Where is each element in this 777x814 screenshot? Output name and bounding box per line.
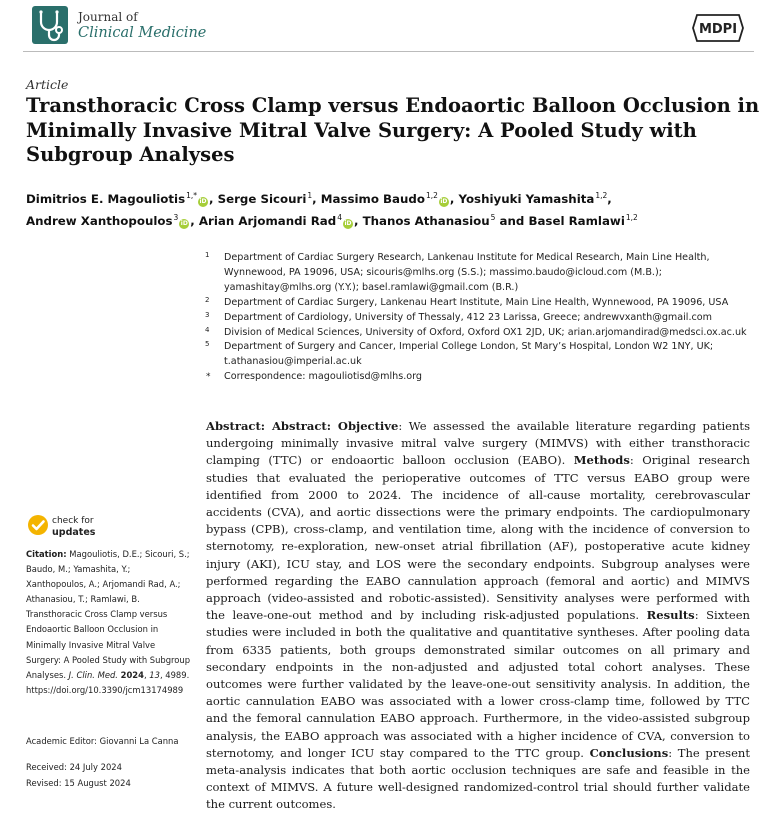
author-name: Yoshiyuki Yamashita <box>458 192 595 206</box>
abstract-heading: Conclusions <box>589 745 669 760</box>
abstract-text: : The present meta-analysis indicates that both aortic occlusion techniques are safe and feasible in the context of MIMVS. A future well-designed randomized-control trial should further validate the current outcomes. <box>206 745 750 812</box>
check-updates-line2: updates <box>52 527 96 538</box>
mdpi-logo <box>691 13 745 43</box>
author-name: Arian Arjomandi Rad <box>198 213 337 228</box>
author-separator: , <box>312 192 321 206</box>
author-affiliation-sup: 1 <box>307 191 313 200</box>
author-separator: , <box>190 213 199 228</box>
author-affiliation-sup: 1,2 <box>425 191 438 200</box>
affiliation-item <box>205 340 765 370</box>
author-name: Basel Ramlawi <box>528 213 625 228</box>
author-separator: , <box>209 192 218 206</box>
author-affiliation-sup: 1,2 <box>625 212 638 222</box>
journal-name-line2: Clinical Medicine <box>78 25 207 41</box>
author-name: Andrew Xanthopoulos <box>26 213 173 228</box>
mdpi-logo-text: MDPI <box>698 22 738 37</box>
orcid-icon[interactable]: iD <box>180 219 188 227</box>
affiliation-number: 2 <box>205 295 210 304</box>
author-separator: , <box>353 213 363 228</box>
citation-doi[interactable]: , 4989. https://doi.org/10.3390/jcm13174989 <box>26 669 190 695</box>
abstract <box>206 418 750 814</box>
citation-volume: 13 <box>149 669 160 680</box>
author-affiliation-sup: 3 <box>173 212 179 222</box>
check-for-updates-button[interactable] <box>27 514 117 540</box>
affiliation-list <box>205 251 765 385</box>
author-name: Serge Sicouri <box>217 192 307 206</box>
stethoscope-icon <box>32 6 68 44</box>
orcid-icon[interactable]: iD <box>199 198 207 205</box>
affiliation-number: 1 <box>205 251 210 259</box>
journal-name-line1: Journal of <box>78 10 138 24</box>
author-name: Massimo Baudo <box>320 192 425 206</box>
article-type: Article <box>26 77 69 92</box>
citation-label: Citation: <box>26 549 67 559</box>
affiliation-text: Department of Cardiac Surgery Research, Lankenau Institute for Medical Research, Main Line Health, Wynnewood, PA 19096, USA; sicouris@mlhs.org (S.S.); massimo.baudo@icloud.com (M.B.); yamashitay@mlhs.org (Y.Y.); basel.ramlawi@gmail.com (B.R.) <box>224 252 710 293</box>
revised-date: Revised: 15 August 2024 <box>26 778 131 788</box>
affiliation-item <box>205 311 765 326</box>
affiliation-text: Correspondence: magouliotisd@mlhs.org <box>224 371 422 383</box>
author-name: Dimitrios E. Magouliotis <box>26 192 186 206</box>
author-name: Thanos Athanasiou <box>362 213 490 228</box>
abstract-text: : We assessed the available literature regarding patients undergoing minimally invasive mitral valve surgery (MIMVS) with either transthoracic clamping (TTC) or endoaortic balloon occlusion (EABO). <box>206 419 750 468</box>
affiliation-item <box>205 326 765 341</box>
affiliation-number: 5 <box>205 340 210 349</box>
article-title: Transthoracic Cross Clamp versus Endoaortic Balloon Occlusion in Minimally Invasive Mitral Valve Surgery: A Pooled Study with Subgroup Analyses <box>26 94 760 166</box>
citation-text: Magouliotis, D.E.; Sicouri, S.; Baudo, M.; Yamashita, Y.; Xanthopoulos, A.; Arjomandi Rad, A.; Athanasiou, T.; Ramlawi, B. Transthoracic Cross Clamp versus Endoaortic Balloon Occlusion in Minimally Invasive Mitral Valve Surgery: A Pooled Study with Subgroup Analyses. <box>26 549 191 680</box>
abstract-label: Abstract: Abstract: <box>206 419 338 433</box>
abstract-heading: Methods <box>573 453 630 468</box>
author-affiliation-sup: 5 <box>490 212 496 222</box>
check-updates-line1: check for <box>52 516 94 526</box>
author-separator: , <box>607 192 612 206</box>
citation-journal: J. Clin. Med. <box>68 669 118 680</box>
check-updates-icon <box>27 514 49 536</box>
affiliation-text: Division of Medical Sciences, University of Oxford, Oxford OX1 2JD, UK; arian.arjomandirad@medsci.ox.ac.uk <box>224 326 747 338</box>
affiliation-number: * <box>206 372 211 383</box>
author-affiliation-sup: 1,* <box>186 191 198 200</box>
header-divider <box>23 51 754 52</box>
received-date: Received: 24 July 2024 <box>26 762 122 772</box>
affiliation-item <box>205 370 765 385</box>
author-separator: and <box>495 213 529 228</box>
author-affiliation-sup: 4 <box>337 212 342 222</box>
author-list <box>26 187 761 230</box>
abstract-heading: Objective <box>337 419 399 433</box>
citation-block: Citation: Magouliotis, D.E.; Sicouri, S.; Baudo, M.; Yamashita, Y.; Xanthopoulos, A.; Arjomandi Rad, A.; Athanasiou, T.; Ramlawi, B. Transthoracic Cross Clamp versus Endoaortic Balloon Occlusion in Minimally Invasive Mitral Valve Surgery: A Pooled Study with Subgroup Analyses. J. Clin. Med. 2024, 13, 4989. https://doi.org/10.3390/jcm13174989 <box>26 549 191 695</box>
affiliation-item <box>205 251 765 296</box>
affiliation-text: Department of Cardiac Surgery, Lankenau Heart Institute, Main Line Health, Wynnewood, PA 19096, USA <box>224 296 729 308</box>
orcid-icon[interactable]: iD <box>344 219 352 227</box>
affiliation-item <box>205 296 765 311</box>
citation-year: 2024 <box>120 669 144 680</box>
affiliation-text: Department of Surgery and Cancer, Imperial College London, St Mary’s Hospital, London W2 1NY, UK; t.athanasiou@imperial.ac.uk <box>224 341 714 368</box>
academic-editor: Academic Editor: Giovanni La Canna <box>26 736 179 746</box>
author-affiliation-sup: 1,2 <box>595 191 608 200</box>
affiliation-number: 3 <box>205 310 210 319</box>
abstract-text: : Sixteen studies were included in both the qualitative and quantitative syntheses. After pooling data from 6335 patients, both groups demonstrated similar outcomes on all primary and secondary endpoints in the non-adjusted and adjusted total cohort analyses. These outcomes were further validated by the leave-one-out sensitivity analysis. In addition, the aortic cannulation EABO was associated with a lower cross-clamp time, followed by TTC and the femoral cannulation EABO approach. Furthermore, in the video-assisted subgroup analysis, the EABO approach was associated with a higher incidence of CVA, conversion to sternotomy, and longer ICU stay compared to the TTC group. <box>206 608 750 760</box>
abstract-heading: Results <box>646 608 695 623</box>
abstract-text: : Original research studies that evaluated the perioperative outcomes of TTC versus EABO group were identified from 2000 to 2024. The incidence of all-cause mortality, cerebrovascular accidents (CVA), and aortic dissections were the primary endpoints. The cardiopulmonary bypass (CPB), cross-clamp, and ventilation time, along with the incidence of conversion to sternotomy, re-exploration, new-onset atrial fibrillation (AF), postoperative acute kidney injury (AKI), ICU stay, and LOS were the secondary endpoints. Subgroup analyses were performed regarding the EABO cannulation approach (femoral and aortic) and MIMVS approach (video-assisted and robotic-assisted). Sensitivity analyses were performed with the leave-one-out method and by including risk-adjusted populations. <box>206 453 750 623</box>
orcid-icon[interactable]: iD <box>440 198 448 205</box>
affiliation-text: Department of Cardiology, University of Thessaly, 412 23 Larissa, Greece; andrewvxanth@gmail.com <box>224 311 713 323</box>
affiliation-number: 4 <box>205 325 210 334</box>
author-separator: , <box>449 192 459 206</box>
